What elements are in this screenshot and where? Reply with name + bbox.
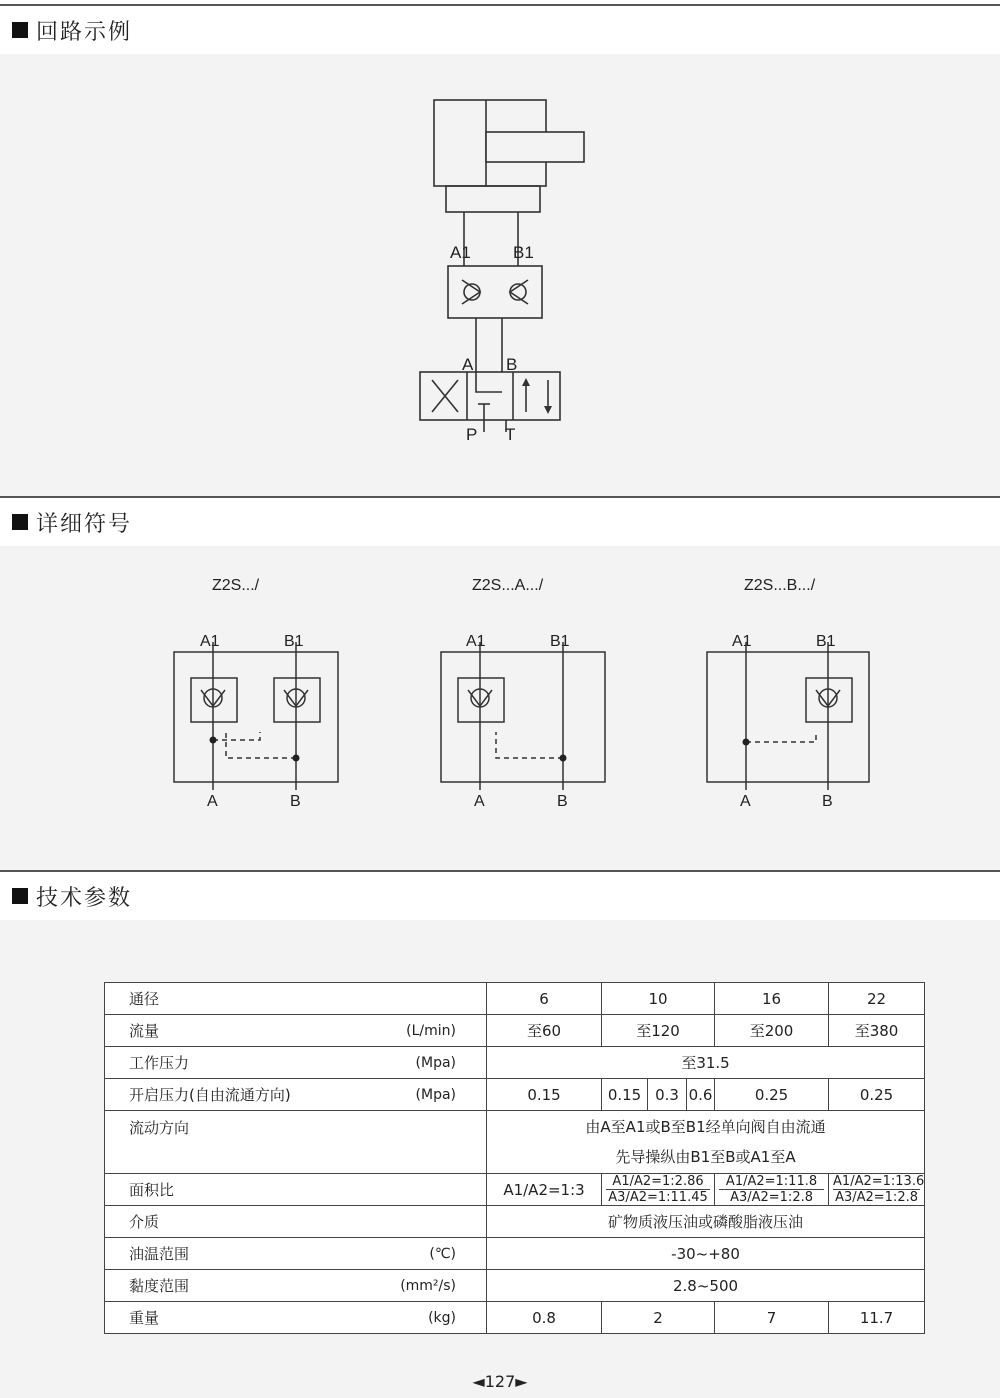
table-cell: 0.25 [715,1079,829,1111]
table-cell: 0.6 [687,1079,715,1111]
symbol-label-a1: A1 [732,633,752,650]
table-cell: 22 [829,983,925,1015]
symbol-label-b: B [557,793,568,810]
check-frame [806,678,852,722]
row-unit: (L/min) [387,1015,487,1047]
table-cell [829,1174,925,1206]
table-row [105,1047,925,1079]
row-label: 重量 [105,1302,387,1334]
table-cell: -30~+80 [487,1238,925,1270]
section-header-params [0,870,1000,921]
circuit-label-t: T [505,425,516,444]
symbol-block [707,652,869,782]
check-frame-right [274,678,320,722]
valve-center-path [476,372,502,392]
circuit-label-a1: A1 [450,243,471,262]
table-row [105,983,925,1015]
cylinder-mount [446,186,540,212]
row-label: 通径 [105,983,487,1015]
table-cell: 至60 [487,1015,602,1047]
arrow-head-2 [544,406,552,414]
table-cell: 16 [715,983,829,1015]
table-cell: 至200 [715,1015,829,1047]
row-unit: (mm²/s) [387,1270,487,1302]
symbol-z2s-b [707,577,869,810]
symbol-label-b1: B1 [284,633,304,650]
pilot-line [746,732,816,742]
table-row [105,1238,925,1270]
symbols-panel [0,546,1000,870]
table-row [105,1270,925,1302]
cylinder-rod [486,132,584,162]
table-cell [715,1174,829,1206]
table-cell: A1/A2=1:3 [487,1174,602,1206]
ratio-bottom: A3/A2=1:11.45 [608,1190,708,1205]
arrow-head-1 [522,378,530,386]
table-cell: 至31.5 [487,1047,925,1079]
table-cell: 2.8~500 [487,1270,925,1302]
circuit-diagram [0,54,1000,496]
row-label: 流动方向 [105,1111,487,1174]
section-header-circuit [0,4,1000,55]
ratio-top: A1/A2=1:13.6 [833,1174,925,1189]
header-square-icon [12,22,28,38]
row-label: 面积比 [105,1174,487,1206]
header-square-icon [12,888,28,904]
table-row [105,1174,925,1206]
check-frame-left [191,678,237,722]
table-cell [487,1111,925,1174]
symbol-title: Z2S.../ [212,577,260,594]
symbol-label-b: B [822,793,833,810]
row-label: 油温范围 [105,1238,387,1270]
table-row [105,1015,925,1047]
row-label: 开启压力(自由流通方向) [105,1079,387,1111]
row-label: 介质 [105,1206,487,1238]
table-cell: 0.15 [487,1079,602,1111]
row-label: 黏度范围 [105,1270,387,1302]
symbol-block [174,652,338,782]
table-cell: 至380 [829,1015,925,1047]
ratio-top: A1/A2=1:2.86 [606,1174,710,1190]
table-row [105,1111,925,1174]
check-valve-block [448,266,542,318]
table-row [105,1079,925,1111]
section-title: 详细符号 [36,512,133,537]
flow-direction-line1: 由A至A1或B至B1经单向阀自由流通 [585,1118,826,1136]
symbol-title: Z2S...A.../ [472,577,544,594]
symbol-block [441,652,605,782]
section-title: 技术参数 [36,886,133,911]
row-label: 流量 [105,1015,387,1047]
circuit-label-a: A [462,355,474,374]
table-row [105,1302,925,1334]
table-cell: 至120 [602,1015,715,1047]
ratio-top: A1/A2=1:11.8 [719,1174,824,1190]
junction-dot [293,755,300,762]
circuit-label-b: B [506,355,518,374]
symbol-z2s [174,577,338,810]
pilot-line [213,732,260,740]
circuit-panel [0,54,1000,496]
pilot-line [496,732,563,758]
row-unit: (Mpa) [387,1079,487,1111]
junction-dot [560,755,567,762]
table-cell: 0.3 [648,1079,687,1111]
table-cell: 0.8 [487,1302,602,1334]
symbols-diagram [0,546,1000,870]
symbol-label-a: A [207,793,218,810]
row-unit: (kg) [387,1302,487,1334]
table-cell: 矿物质液压油或磷酸脂液压油 [487,1206,925,1238]
junction-dot [210,737,217,744]
table-cell: 11.7 [829,1302,925,1334]
ratio-bottom: A3/A2=1:2.8 [730,1190,813,1205]
symbol-label-b1: B1 [550,633,570,650]
row-unit: (℃) [387,1238,487,1270]
pilot-line [226,732,296,758]
table-cell: 6 [487,983,602,1015]
symbol-label-b: B [290,793,301,810]
circuit-label-b1: B1 [513,243,534,262]
symbol-label-b1: B1 [816,633,836,650]
circuit-label-p: P [466,425,478,444]
symbol-label-a: A [474,793,485,810]
spec-table [104,982,925,1334]
table-cell: 7 [715,1302,829,1334]
row-label: 工作压力 [105,1047,387,1079]
table-row [105,1206,925,1238]
table-cell: 0.15 [602,1079,648,1111]
table-cell [602,1174,715,1206]
junction-dot [743,739,750,746]
directional-valve [420,372,560,420]
table-cell: 2 [602,1302,715,1334]
symbol-label-a1: A1 [200,633,220,650]
section-title: 回路示例 [36,20,133,45]
flow-direction-line2: 先导操纵由B1至B或A1至A [615,1148,796,1166]
symbol-label-a1: A1 [466,633,486,650]
symbol-z2s-a [441,577,605,810]
header-square-icon [12,514,28,530]
check-frame [458,678,504,722]
ratio-bottom: A3/A2=1:2.8 [835,1190,918,1205]
section-header-symbols [0,496,1000,547]
symbol-title: Z2S...B.../ [744,577,816,594]
row-unit: (Mpa) [387,1047,487,1079]
page-number: ◄127► [472,1372,528,1391]
table-cell: 0.25 [829,1079,925,1111]
symbol-label-a: A [740,793,751,810]
table-cell: 10 [602,983,715,1015]
